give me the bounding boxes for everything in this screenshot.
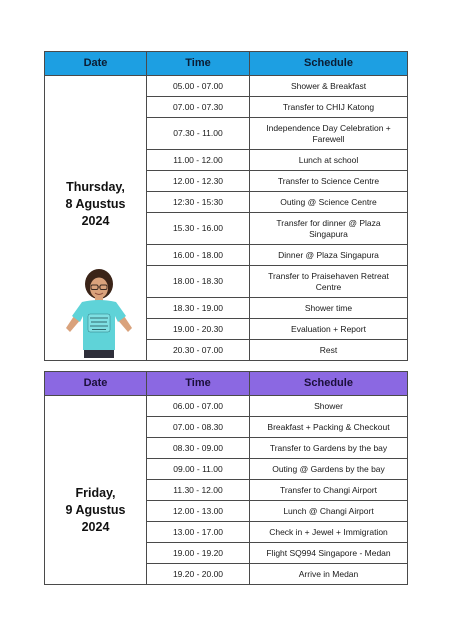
time-cell: 19.00 - 20.30 <box>147 319 250 340</box>
activity-cell: Rest <box>250 340 408 361</box>
header-schedule: Schedule <box>250 372 408 396</box>
time-cell: 19.00 - 19.20 <box>147 543 250 564</box>
time-cell: 18.00 - 18.30 <box>147 266 250 298</box>
activity-cell: Transfer to Gardens by the bay <box>250 438 408 459</box>
schedule-table-friday <box>44 371 408 585</box>
activity-cell: Independence Day Celebration + Farewell <box>250 118 408 150</box>
time-cell: 09.00 - 11.00 <box>147 459 250 480</box>
activity-cell: Dinner @ Plaza Singapura <box>250 245 408 266</box>
activity-cell: Check in + Jewel + Immigration <box>250 522 408 543</box>
time-cell: 20.30 - 07.00 <box>147 340 250 361</box>
activity-cell: Shower <box>250 396 408 417</box>
time-cell: 07.00 - 07.30 <box>147 97 250 118</box>
activity-cell: Transfer to CHIJ Katong <box>250 97 408 118</box>
time-cell: 19.20 - 20.00 <box>147 564 250 585</box>
activity-cell: Lunch at school <box>250 150 408 171</box>
activity-cell: Evaluation + Report <box>250 319 408 340</box>
table-row <box>45 76 408 97</box>
header-schedule: Schedule <box>250 52 408 76</box>
header-time: Time <box>147 52 250 76</box>
time-cell: 16.00 - 18.00 <box>147 245 250 266</box>
time-cell: 11.30 - 12.00 <box>147 480 250 501</box>
table-header-row <box>45 372 408 396</box>
time-cell: 12:30 - 15:30 <box>147 192 250 213</box>
student-photo <box>60 266 138 358</box>
table-header-row <box>45 52 408 76</box>
time-cell: 15.30 - 16.00 <box>147 213 250 245</box>
activity-cell: Transfer for dinner @ Plaza Singapura <box>250 213 408 245</box>
table-row <box>45 396 408 417</box>
header-date: Date <box>45 372 147 396</box>
activity-cell: Transfer to Science Centre <box>250 171 408 192</box>
time-cell: 07.00 - 08.30 <box>147 417 250 438</box>
activity-cell: Lunch @ Changi Airport <box>250 501 408 522</box>
date-day: Friday, <box>75 485 116 500</box>
activity-cell: Transfer to Changi Airport <box>250 480 408 501</box>
activity-cell: Outing @ Science Centre <box>250 192 408 213</box>
date-day: Thursday, <box>66 179 125 194</box>
time-cell: 05.00 - 07.00 <box>147 76 250 97</box>
time-cell: 11.00 - 12.00 <box>147 150 250 171</box>
date-full: 8 Agustus 2024 <box>65 196 126 228</box>
time-cell: 08.30 - 09.00 <box>147 438 250 459</box>
time-cell: 18.30 - 19.00 <box>147 298 250 319</box>
date-full: 9 Agustus 2024 <box>65 502 126 534</box>
activity-cell: Shower time <box>250 298 408 319</box>
activity-cell: Shower & Breakfast <box>250 76 408 97</box>
time-cell: 12.00 - 13.00 <box>147 501 250 522</box>
activity-cell: Breakfast + Packing & Checkout <box>250 417 408 438</box>
activity-cell: Transfer to Praisehaven Retreat Centre <box>250 266 408 298</box>
activity-cell: Outing @ Gardens by the bay <box>250 459 408 480</box>
time-cell: 12.00 - 12.30 <box>147 171 250 192</box>
header-time: Time <box>147 372 250 396</box>
time-cell: 06.00 - 07.00 <box>147 396 250 417</box>
time-cell: 07.30 - 11.00 <box>147 118 250 150</box>
time-cell: 13.00 - 17.00 <box>147 522 250 543</box>
activity-cell: Arrive in Medan <box>250 564 408 585</box>
header-date: Date <box>45 52 147 76</box>
activity-cell: Flight SQ994 Singapore - Medan <box>250 543 408 564</box>
date-cell-friday <box>45 396 147 585</box>
